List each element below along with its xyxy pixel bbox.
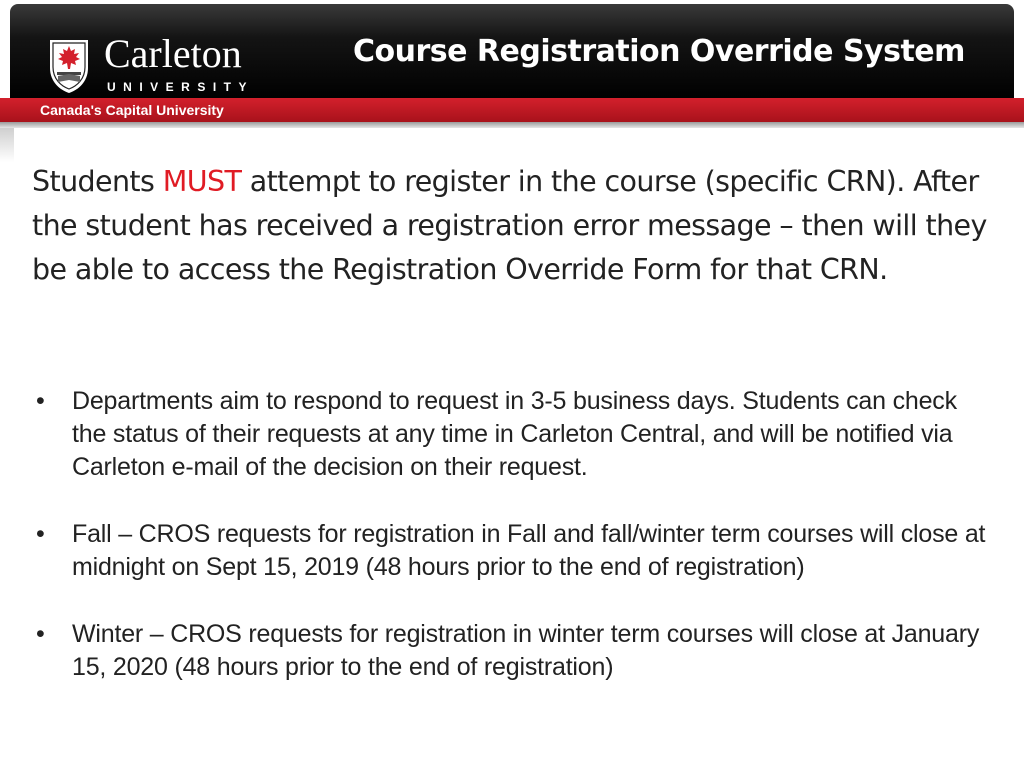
intro-paragraph bbox=[32, 160, 1007, 292]
logo-wordmark: Carleton bbox=[104, 31, 242, 76]
bullet-text: Winter – CROS requests for registration in winter term courses will close at January 15, 2020 (48 hours prior to the end of registration) bbox=[72, 620, 980, 681]
slide-title: Course Registration Override System bbox=[353, 34, 965, 69]
bullet-text: Fall – CROS requests for registration in Fall and fall/winter term courses will close at midnight on Sept 15, 2019 (48 hours prior to the end of registration) bbox=[72, 520, 986, 581]
bullet-marker: • bbox=[36, 620, 45, 648]
bullet-marker: • bbox=[36, 520, 45, 548]
bullet-text: Departments aim to respond to request in 3-5 business days. Students can check the status of their requests at any time in Carleton Central, and will be notified via Carleton e-mail of the decision on their request. bbox=[72, 387, 957, 481]
bullet-list bbox=[32, 385, 992, 718]
carleton-shield-icon bbox=[48, 38, 90, 94]
bullet-item-fall-deadline bbox=[32, 518, 992, 584]
bullet-item-winter-deadline bbox=[32, 618, 992, 684]
header-bar bbox=[10, 4, 1014, 100]
logo-subtext: UNIVERSITY bbox=[107, 80, 255, 94]
intro-text-start: Students bbox=[32, 165, 163, 198]
intro-text-end: attempt to register in the course (specific CRN). After the student has received a registration error message – then will they be able to access the Registration Override Form for that CRN. bbox=[32, 165, 987, 286]
tagline: Canada's Capital University bbox=[40, 102, 224, 118]
bullet-item-response-time bbox=[32, 385, 992, 484]
bullet-marker: • bbox=[36, 387, 45, 415]
decorative-shadow bbox=[0, 128, 14, 162]
divider-strip bbox=[0, 122, 1024, 128]
must-emphasis: MUST bbox=[162, 165, 242, 198]
